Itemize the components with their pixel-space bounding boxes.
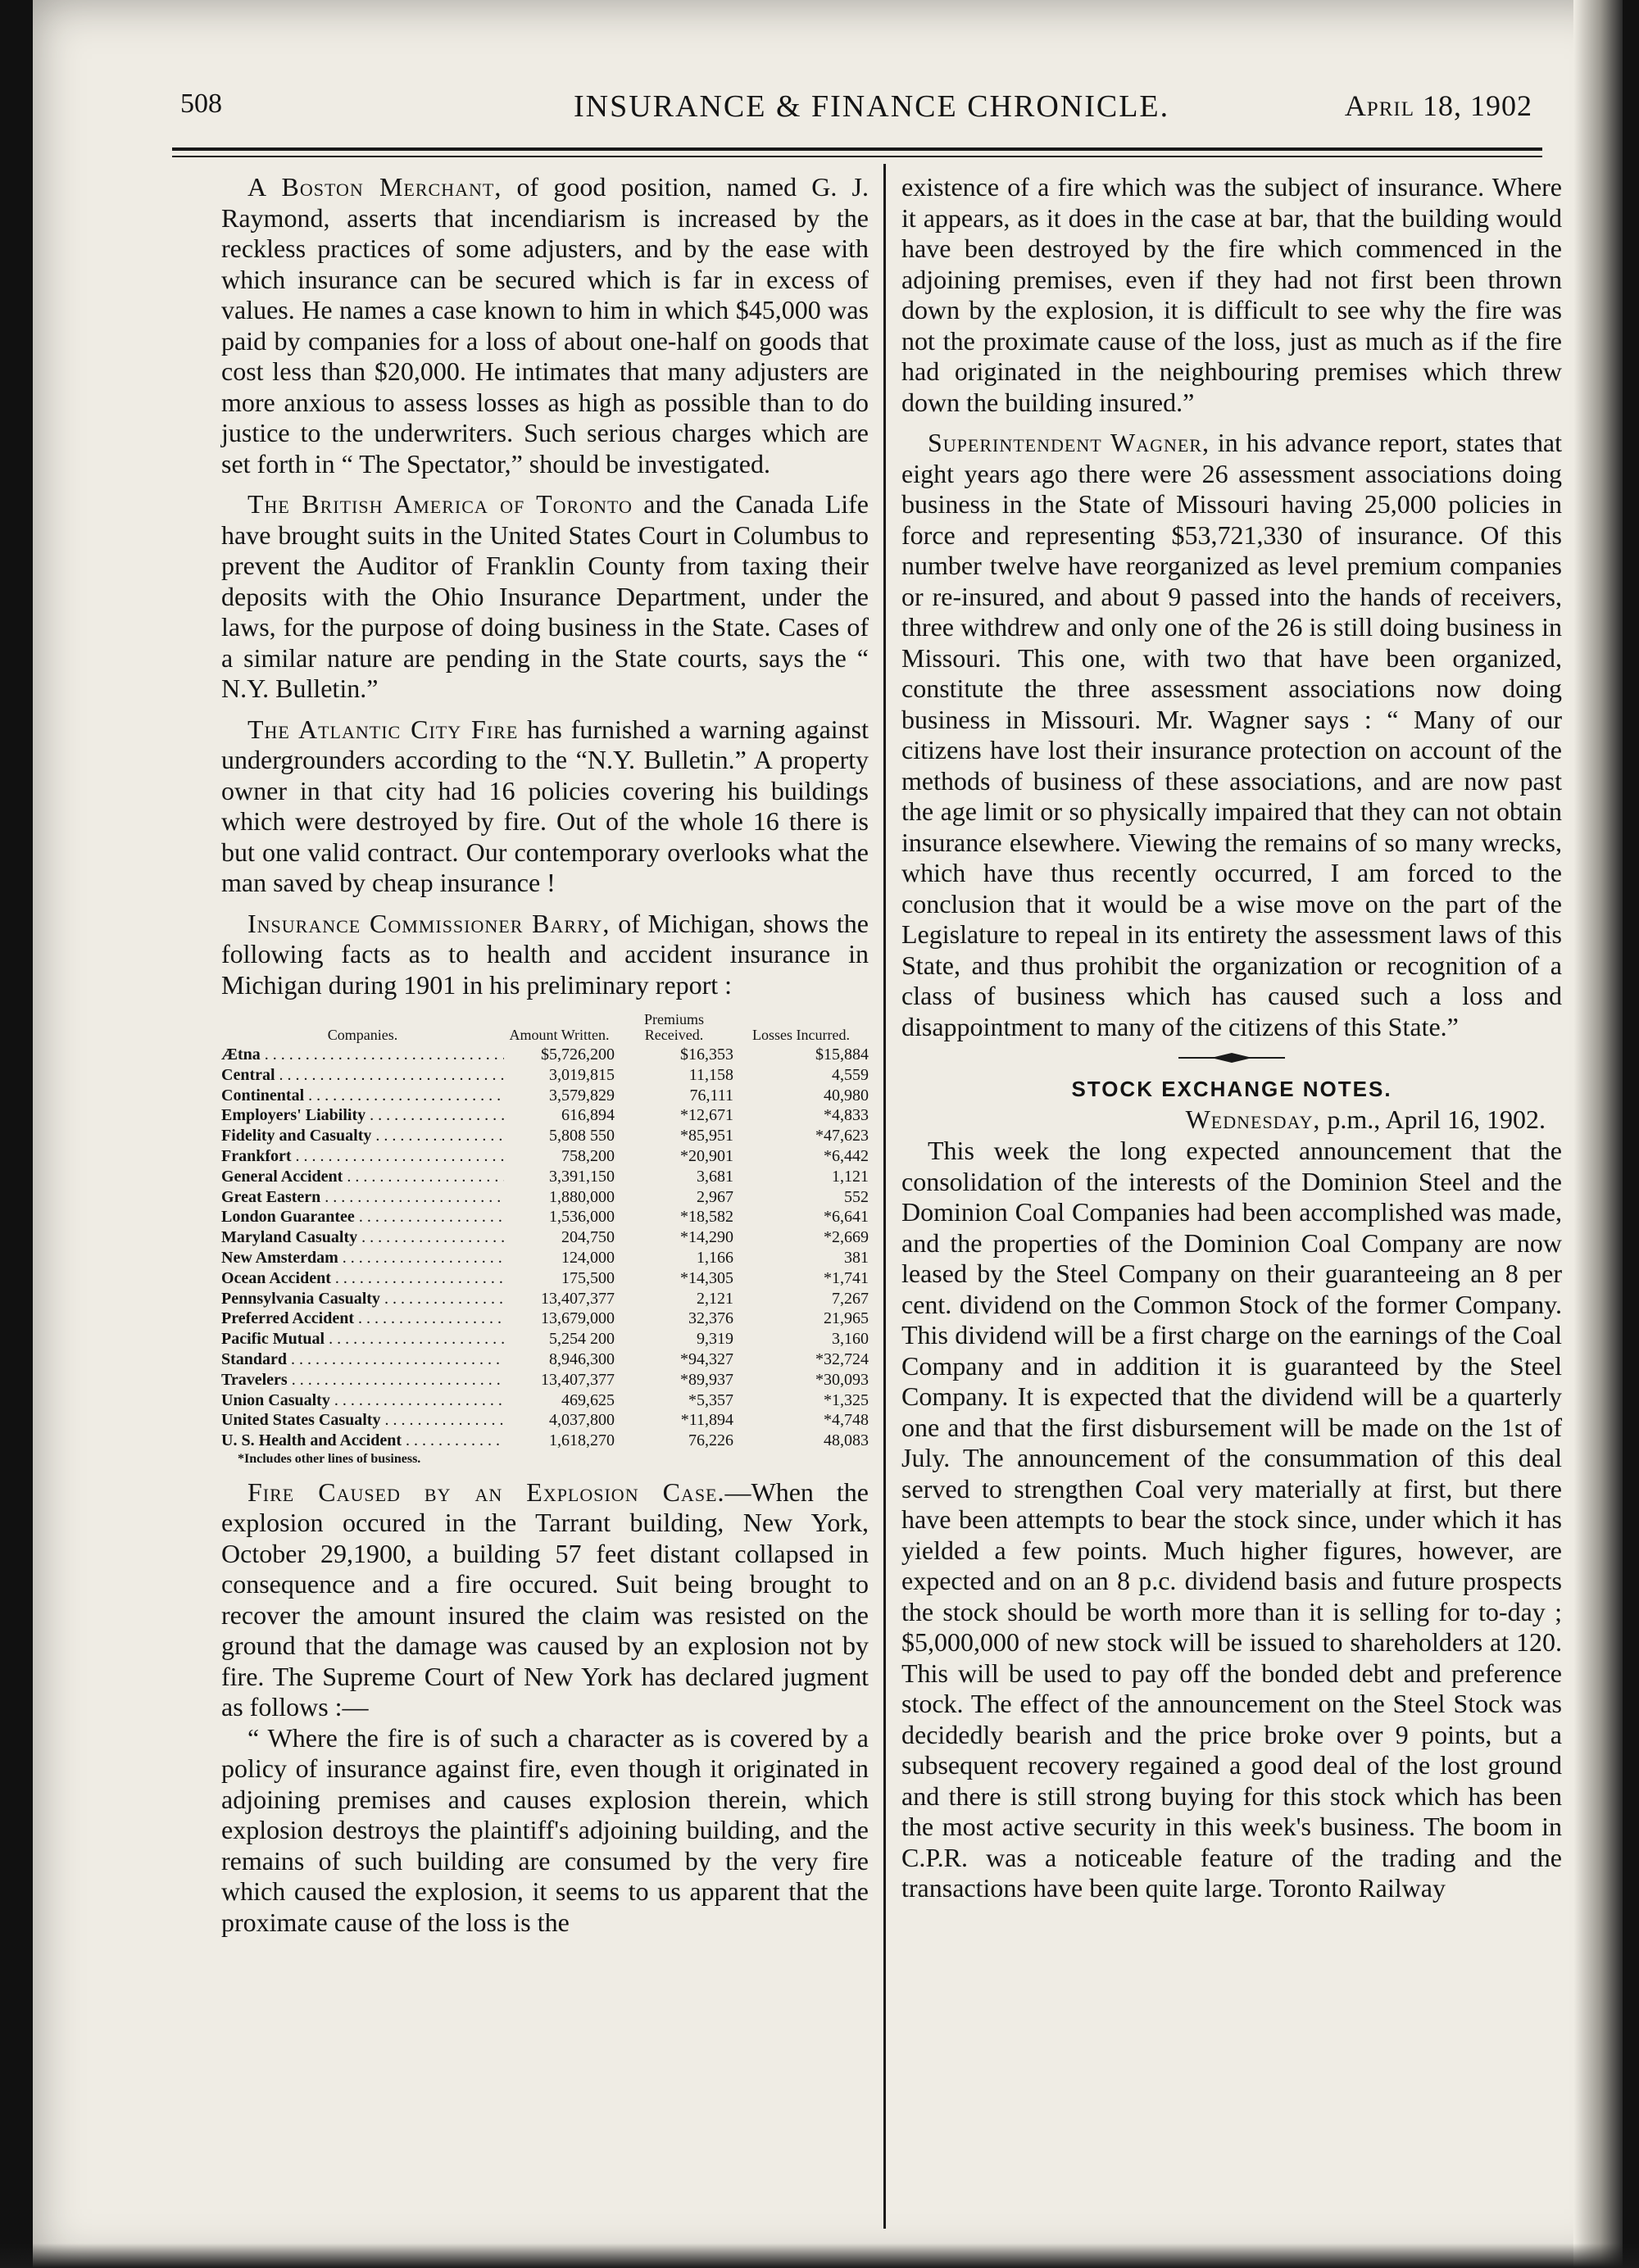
premiums-received: *89,937 (680, 1370, 733, 1389)
premiums-received: 2,967 (697, 1187, 733, 1206)
amount-written: 3,391,150 (549, 1167, 615, 1186)
dateline-day: Wednesday, (1185, 1105, 1321, 1134)
premiums-received: 2,121 (697, 1289, 733, 1308)
page (33, 0, 1623, 2268)
atlantic-city-lead: The Atlantic City Fire (247, 714, 519, 744)
amount-written: 124,000 (561, 1248, 615, 1267)
explosion-case-text: —When the explosion occured in the Tarrant building, New York, October 29,1900, a building 57 feet distant collapsed in consequence and a fire occured. Suit being brought to recover the amount insured the claim was resisted on the ground that the damage was caused by an explosion not by fire. The Supreme Court of New York has declared jugment as follows :— (221, 1476, 869, 1722)
page-edge-shadow (1573, 0, 1623, 2268)
amount-written: 5,254 200 (549, 1330, 615, 1349)
table-row (221, 1207, 869, 1227)
header-rule-thick (172, 147, 1542, 151)
amount-written: 204,750 (561, 1228, 615, 1247)
losses-incurred: 21,965 (824, 1309, 869, 1328)
premiums-received: *85,951 (680, 1127, 733, 1145)
losses-incurred: $15,884 (815, 1046, 869, 1064)
column-divider (883, 164, 886, 2229)
court-quote-paragraph: “ Where the fire is of such a character as is covered by a policy of insurance against fire, even though it originated in adjoining premises and causes explosion therein, which explosion destroys the plaintiff's adjoining building, and the remains of such building are consumed by the very fire which caused the explosion, it seems to us apparent that the proximate cause of the loss is the (221, 1722, 869, 1937)
losses-incurred: *4,748 (824, 1411, 869, 1430)
table-row (221, 1289, 869, 1309)
running-header (180, 88, 1532, 129)
company-name: United States Casualty . . . (221, 1410, 504, 1431)
losses-incurred: 552 (844, 1187, 869, 1206)
amount-written: 469,625 (561, 1390, 615, 1409)
amount-written: 13,407,377 (541, 1370, 615, 1389)
premiums-received: *94,327 (680, 1349, 733, 1368)
company-name: Great Eastern . . . (221, 1187, 504, 1208)
company-name: Ætna . . . (221, 1045, 504, 1065)
table-row (221, 1167, 869, 1187)
company-name: Pennsylvania Casualty . . . (221, 1289, 504, 1309)
amount-written: 758,200 (561, 1146, 615, 1165)
british-america-lead: The British America of Toronto (247, 489, 633, 519)
company-name: Fidelity and Casualty . . . (221, 1126, 504, 1146)
commissioner-barry-paragraph (221, 909, 869, 1001)
column-header-amount: Amount Written. (509, 1027, 610, 1043)
superintendent-wagner-paragraph (901, 428, 1562, 1042)
table-row (221, 1370, 869, 1390)
table-row (221, 1146, 869, 1167)
amount-written: 3,579,829 (549, 1086, 615, 1105)
boston-merchant-text: of good position, named G. J. Raymond, asserts that incendiarism is increased by the reckless practices of some adjusters, and by the ease with which insurance can be secured which is far in excess of values. He names a case known to him in which $45,000 was paid by companies for a loss of about one-half on goods that cost less than $20,000. He intimates that many adjusters are more anxious to assess losses as high as possible than to do justice to the underwriters. Such serious charges which are set forth in “ The Spectator,” should be investigated. (221, 172, 869, 479)
company-name: London Guarantee . . . (221, 1207, 504, 1227)
amount-written: 1,618,270 (549, 1431, 615, 1450)
losses-incurred: 1,121 (832, 1167, 869, 1186)
table-row (221, 1045, 869, 1065)
left-column (221, 172, 869, 1938)
company-name: Preferred Accident . . . (221, 1309, 504, 1329)
ornament-divider-icon (1178, 1052, 1285, 1064)
premiums-received: $16,353 (680, 1046, 733, 1064)
amount-written: 1,880,000 (549, 1187, 615, 1206)
losses-incurred: *47,623 (815, 1127, 869, 1145)
page-number: 508 (180, 88, 222, 119)
premiums-received: *18,582 (680, 1208, 733, 1227)
premiums-received: *5,357 (688, 1390, 733, 1409)
amount-written: $5,726,200 (541, 1046, 615, 1064)
boston-merchant-lead: A Boston Merchant, (247, 172, 502, 202)
company-name: New Amsterdam . . . (221, 1248, 504, 1268)
header-rule-thin (172, 156, 1542, 157)
british-america-text: and the Canada Life have brought suits in the United States Court in Columbus to prevent the Auditor of Franklin County from taxing their deposits with the Ohio Insurance Department, under the laws, for the purpose of doing business in the State. Cases of a similar nature are pending in the State courts, says the “ N.Y. Bulletin.” (221, 489, 869, 703)
right-column (901, 172, 1562, 1904)
amount-written: 616,894 (561, 1106, 615, 1125)
company-name: Travelers . . . (221, 1370, 504, 1390)
losses-incurred: 381 (844, 1248, 869, 1267)
premiums-received: *20,901 (680, 1146, 733, 1165)
court-quote-continued: existence of a fire which was the subject of insurance. Where it appears, as it does in the case at bar, that the building would have been destroyed by the fire which commenced in the adjoining premises, even if they had not first been thrown down by the explosion, it is difficult to see why the fire was not the proximate cause of the loss, just as much as if the fire had originated in the neighbouring premises which threw down the building insured.” (901, 172, 1562, 417)
premiums-received: 76,226 (688, 1431, 733, 1450)
amount-written: 1,536,000 (549, 1208, 615, 1227)
company-name: Central . . . (221, 1065, 504, 1086)
issue-date: April 18, 1902 (1344, 89, 1532, 122)
amount-written: 13,407,377 (541, 1289, 615, 1308)
table-footnote: *Includes other lines of business. (238, 1451, 421, 1466)
company-name: Frankfort . . . (221, 1146, 504, 1167)
losses-incurred: *4,833 (824, 1106, 869, 1125)
losses-incurred: 40,980 (824, 1086, 869, 1105)
premiums-received: 76,111 (689, 1086, 733, 1105)
losses-incurred: *6,641 (824, 1208, 869, 1227)
losses-incurred: *2,669 (824, 1228, 869, 1247)
losses-incurred: 3,160 (832, 1330, 869, 1349)
table-row (221, 1065, 869, 1086)
premiums-received: *14,290 (680, 1228, 733, 1247)
table-header (221, 1012, 869, 1043)
michigan-accident-table (221, 1012, 869, 1467)
table-row (221, 1410, 869, 1431)
losses-incurred: 48,083 (824, 1431, 869, 1450)
premiums-received: *12,671 (680, 1106, 733, 1125)
losses-incurred: *1,741 (824, 1268, 869, 1287)
company-name: Standard . . . (221, 1349, 504, 1370)
company-name: General Accident . . . (221, 1167, 504, 1187)
british-america-paragraph (221, 489, 869, 705)
dateline (901, 1103, 1562, 1136)
dateline-rest: p.m., April 16, 1902. (1320, 1105, 1546, 1134)
table-row (221, 1248, 869, 1268)
table-body (221, 1045, 869, 1451)
premiums-received: 3,681 (697, 1167, 733, 1186)
losses-incurred: 4,559 (832, 1065, 869, 1084)
section-title: STOCK EXCHANGE NOTES. (1071, 1077, 1392, 1101)
superintendent-wagner-text: in his advance report, states that eight years ago there were 26 assessment associations doing business in the State of Missouri having 25,000 policies in force and representing $53,721,330 of insurance. Of this number twelve have reorganized as level premium companies or re-insured, and about 9 passed into the hands of receivers, three withdrew and only one of the 26 is still doing business in Missouri. This one, with two that have been organized, constitute the three assessment associations now doing business in Missouri. Mr. Wagner says : “ Many of our citizens have lost their insurance protection on account of the methods of business of these associations, and are now past the age limit or so physically impaired that they can not obtain insurance elsewhere. Viewing the remains of so many wrecks, which have thus recently occurred, I am forced to the conclusion that it would be a wise move on the part of the Legislature to repeal in its entirety the assessment laws of this State, and thus prohibit the organization or recognition of a class of business which has caused such a loss and disappointment to many of the citizens of this State.” (901, 428, 1562, 1041)
premiums-received: 32,376 (688, 1309, 733, 1328)
premiums-received: 9,319 (697, 1330, 733, 1349)
table-row (221, 1126, 869, 1146)
amount-written: 5,808 550 (549, 1127, 615, 1145)
company-name: U. S. Health and Accident . . . (221, 1431, 504, 1451)
company-name: Maryland Casualty . . . (221, 1227, 504, 1248)
losses-incurred: *32,724 (815, 1349, 869, 1368)
table-row (221, 1187, 869, 1208)
table-row (221, 1105, 869, 1126)
losses-incurred: *6,442 (824, 1146, 869, 1165)
amount-written: 3,019,815 (549, 1065, 615, 1084)
superintendent-wagner-lead: Superintendent Wagner, (928, 428, 1210, 457)
premiums-received: 1,166 (697, 1248, 733, 1267)
losses-incurred: 7,267 (832, 1289, 869, 1308)
company-name: Employers' Liability . . . (221, 1105, 504, 1126)
premiums-received: *14,305 (680, 1268, 733, 1287)
premiums-received: *11,894 (680, 1411, 733, 1430)
amount-written: 8,946,300 (549, 1349, 615, 1368)
explosion-case-paragraph (221, 1477, 869, 1723)
table-row (221, 1227, 869, 1248)
stock-exchange-heading (901, 1052, 1562, 1136)
losses-incurred: *30,093 (815, 1370, 869, 1389)
explosion-case-lead: Fire Caused by an Explosion Case. (247, 1476, 725, 1507)
amount-written: 4,037,800 (549, 1411, 615, 1430)
commissioner-barry-lead: Insurance Commissioner Barry, (247, 908, 611, 938)
atlantic-city-paragraph (221, 714, 869, 899)
column-header-premiums: Premiums Received. (643, 1011, 704, 1043)
table-row (221, 1390, 869, 1411)
scan-bottom-edge (0, 2243, 1639, 2268)
table-row (221, 1268, 869, 1289)
company-name: Union Casualty . . . (221, 1390, 504, 1411)
column-header-losses: Losses Incurred. (752, 1027, 850, 1043)
losses-incurred: *1,325 (824, 1390, 869, 1409)
table-row (221, 1309, 869, 1329)
premiums-received: 11,158 (688, 1065, 733, 1084)
company-name: Ocean Accident . . . (221, 1268, 504, 1289)
amount-written: 175,500 (561, 1268, 615, 1287)
table-row (221, 1086, 869, 1106)
company-name: Pacific Mutual . . . (221, 1329, 504, 1349)
table-row (221, 1349, 869, 1370)
journal-title: INSURANCE & FINANCE CHRONICLE. (574, 89, 1170, 124)
amount-written: 13,679,000 (541, 1309, 615, 1328)
column-header-companies: Companies. (327, 1027, 398, 1043)
table-row (221, 1329, 869, 1349)
atlantic-city-text: has furnished a warning against undergrounders according to the “N.Y. Bulletin.” A property owner in that city had 16 policies covering his buildings which were destroyed by fire. Out of the whole 16 there is but one valid contract. Our contemporary overlooks what the man saved by cheap insurance ! (221, 714, 869, 897)
table-row (221, 1431, 869, 1451)
stock-exchange-paragraph: This week the long expected announcement that the consolidation of the interests of the Dominion Steel and the Dominion Coal Companies had been accomplished was made, and the properties of the Dominion Coal Company are now leased by the Steel Company on their guaranteeing an 8 per cent. dividend on the Common Stock of the former Company. This dividend will be a first charge on the earnings of the Coal Company and in addition it is guaranteed by the Steel Company. It is expected that the dividend will be a quarterly one and that the first disbursement will be made on the 1st of July. The announcement of the consummation of this deal served to strengthen Coal very materially at first, but there have been attempts to bear the stock since, under which it has yielded a few points. Much higher figures, however, are expected and on an 8 p.c. dividend basis and future prospects the stock should be worth more than it is selling for to-day ; $5,000,000 of new stock will be issued to shareholders at 120. This will be used to pay off the bonded debt and preference stock. The effect of the announcement on the Steel Stock was decidedly bearish and the price broke over 9 points, but a subsequent recovery regained a good deal of the lost ground and there is still strong buying for this stock which has been the most active security in this week's business. The boom in C.P.R. was a noticeable feature of the trading and the transactions have been quite large. Toronto Railway (901, 1136, 1562, 1903)
commissioner-barry-text: of Michigan, shows the following facts as to health and accident insurance in Michigan during 1901 in his preliminary report : (221, 908, 869, 1000)
company-name: Continental . . . (221, 1086, 504, 1106)
boston-merchant-paragraph (221, 172, 869, 479)
